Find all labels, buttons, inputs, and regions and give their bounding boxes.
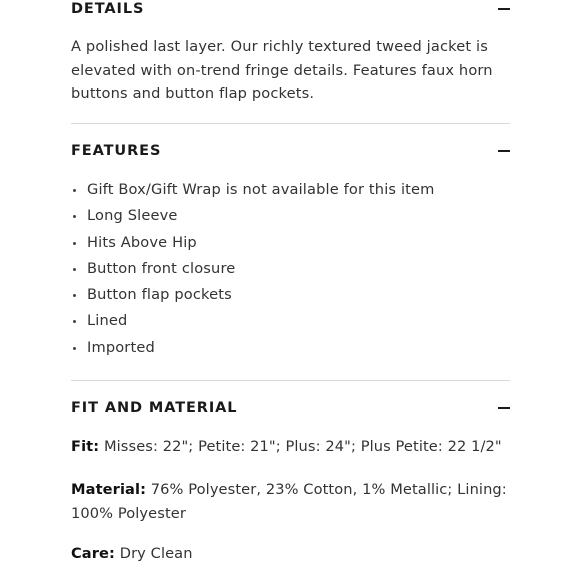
product-accordion <box>71 0 510 562</box>
minus-icon[interactable] <box>498 8 510 10</box>
list-item: Gift Box/Gift Wrap is not available for this item <box>71 177 510 203</box>
details-section <box>71 0 510 24</box>
material-row <box>71 478 510 525</box>
material-label: Material: <box>71 481 147 498</box>
care-row <box>71 542 510 566</box>
bullet-icon <box>73 268 76 271</box>
features-toggle[interactable] <box>71 136 510 166</box>
details-description: A polished last layer. Our richly textured tweed jacket is elevated with on-trend fringe details. Features faux horn buttons and button flap pockets. <box>71 38 493 102</box>
fit-material-toggle[interactable] <box>71 393 510 423</box>
bullet-icon <box>73 215 76 218</box>
bullet-icon <box>73 294 76 297</box>
fit-row <box>71 435 510 459</box>
bullet-icon <box>73 320 76 323</box>
material-value: 76% Polyester, 23% Cotton, 1% Metallic; Lining: 100% Polyester <box>71 481 507 522</box>
bullet-icon <box>73 347 76 350</box>
care-label: Care: <box>71 545 115 562</box>
list-item: Lined <box>71 308 510 334</box>
minus-icon[interactable] <box>498 407 510 409</box>
fit-value: Misses: 22"; Petite: 21"; Plus: 24"; Plus Petite: 22 1/2" <box>103 438 502 455</box>
details-toggle[interactable] <box>71 0 510 24</box>
list-item: Button front closure <box>71 256 510 282</box>
fit-material-title: FIT AND MATERIAL <box>71 400 238 416</box>
list-item: Long Sleeve <box>71 203 510 229</box>
divider <box>71 380 510 381</box>
fit-label: Fit: <box>71 438 100 455</box>
list-item: Hits Above Hip <box>71 230 510 256</box>
bullet-icon <box>73 189 76 192</box>
minus-icon[interactable] <box>498 150 510 152</box>
list-item: Imported <box>71 335 510 361</box>
features-list <box>71 177 510 361</box>
features-title: FEATURES <box>71 143 162 159</box>
list-item: Button flap pockets <box>71 282 510 308</box>
bullet-icon <box>73 242 76 245</box>
divider <box>71 123 510 124</box>
care-value: Dry Clean <box>119 545 193 562</box>
details-title: DETAILS <box>71 1 145 17</box>
